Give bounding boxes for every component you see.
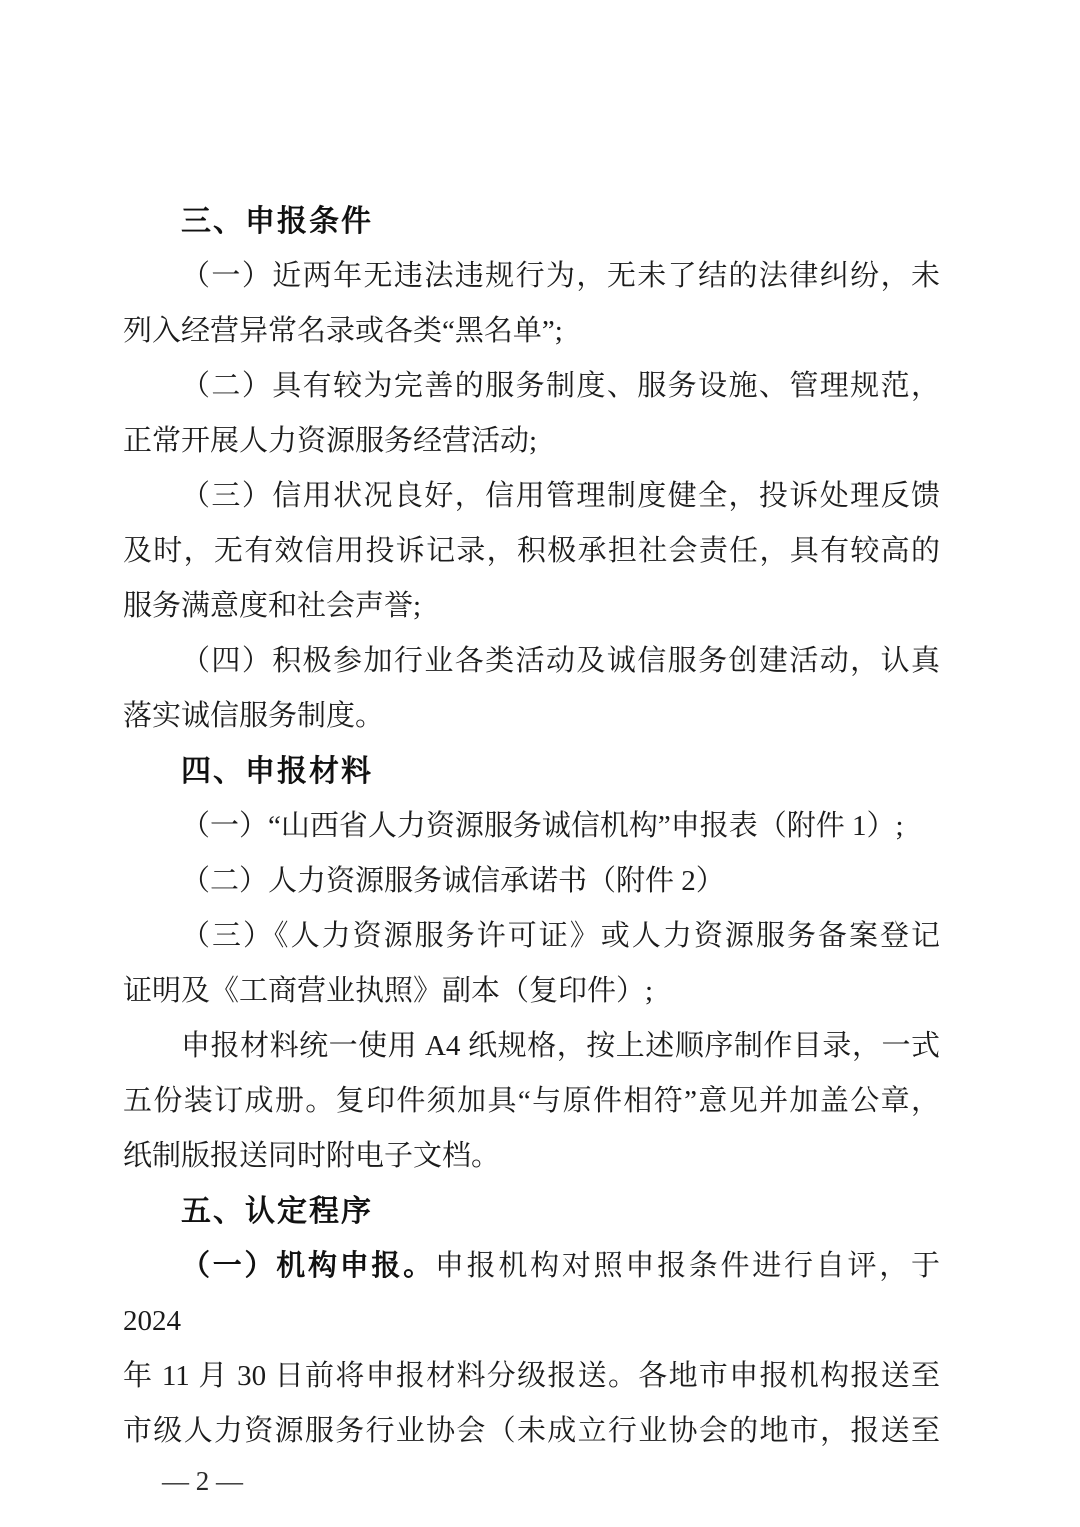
paragraph	[123, 799, 940, 854]
text-line: 纸制版报送同时附电子文档。	[123, 1140, 501, 1172]
paragraph	[123, 469, 940, 634]
text-line	[123, 1239, 940, 1349]
text-line: 列入经营异常名录或各类“黑名单”;	[123, 315, 563, 347]
text-line: 服务满意度和社会声誉;	[123, 590, 422, 622]
text-line: 及时，无有效信用投诉记录，积极承担社会责任，具有较高的	[123, 535, 940, 567]
text-line: （三）信用状况良好，信用管理制度健全，投诉处理反馈	[181, 480, 940, 512]
paragraph	[123, 359, 940, 469]
paragraph	[123, 634, 940, 744]
page-number: — 2 —	[162, 1466, 243, 1496]
text-line: 证明及《工商营业执照》副本（复印件）;	[123, 975, 654, 1007]
bold-run-in-heading: （一）机构申报。	[181, 1250, 435, 1282]
text-line: （二）人力资源服务诚信承诺书（附件 2）	[181, 865, 725, 897]
text-line: 落实诚信服务制度。	[123, 700, 385, 732]
text-line: （三）《人力资源服务许可证》或人力资源服务备案登记	[181, 920, 940, 952]
text-line: 正常开展人力资源服务经营活动;	[123, 425, 538, 457]
paragraph	[123, 854, 940, 909]
text-line: （二）具有较为完善的服务制度、服务设施、管理规范，	[181, 370, 940, 402]
text-run: 申报机构对照申报条件进行自评，于 2024	[123, 1250, 940, 1337]
section-heading-recognition-procedure: 五、认定程序	[181, 1195, 373, 1228]
text-line: 市级人力资源服务行业协会（未成立行业协会的地市，报送至	[123, 1415, 940, 1447]
paragraph	[123, 909, 940, 1019]
text-line: （四）积极参加行业各类活动及诚信服务创建活动，认真	[181, 645, 940, 677]
paragraph	[123, 1239, 940, 1459]
text-line: （一）“山西省人力资源服务诚信机构”申报表（附件 1）;	[181, 810, 904, 842]
text-line: 年 11 月 30 日前将申报材料分级报送。各地市申报机构报送至	[123, 1360, 940, 1392]
section-heading-application-materials: 四、申报材料	[181, 755, 373, 788]
text-line: （一）近两年无违法违规行为，无未了结的法律纠纷，未	[181, 260, 940, 292]
paragraph	[123, 1019, 940, 1184]
text-line: 申报材料统一使用 A4 纸规格，按上述顺序制作目录，一式	[181, 1030, 940, 1062]
text-line: 五份装订成册。复印件须加具“与原件相符”意见并加盖公章，	[123, 1085, 940, 1117]
section-heading-application-conditions: 三、申报条件	[181, 205, 373, 238]
document-body	[123, 194, 940, 1459]
paragraph	[123, 249, 940, 359]
